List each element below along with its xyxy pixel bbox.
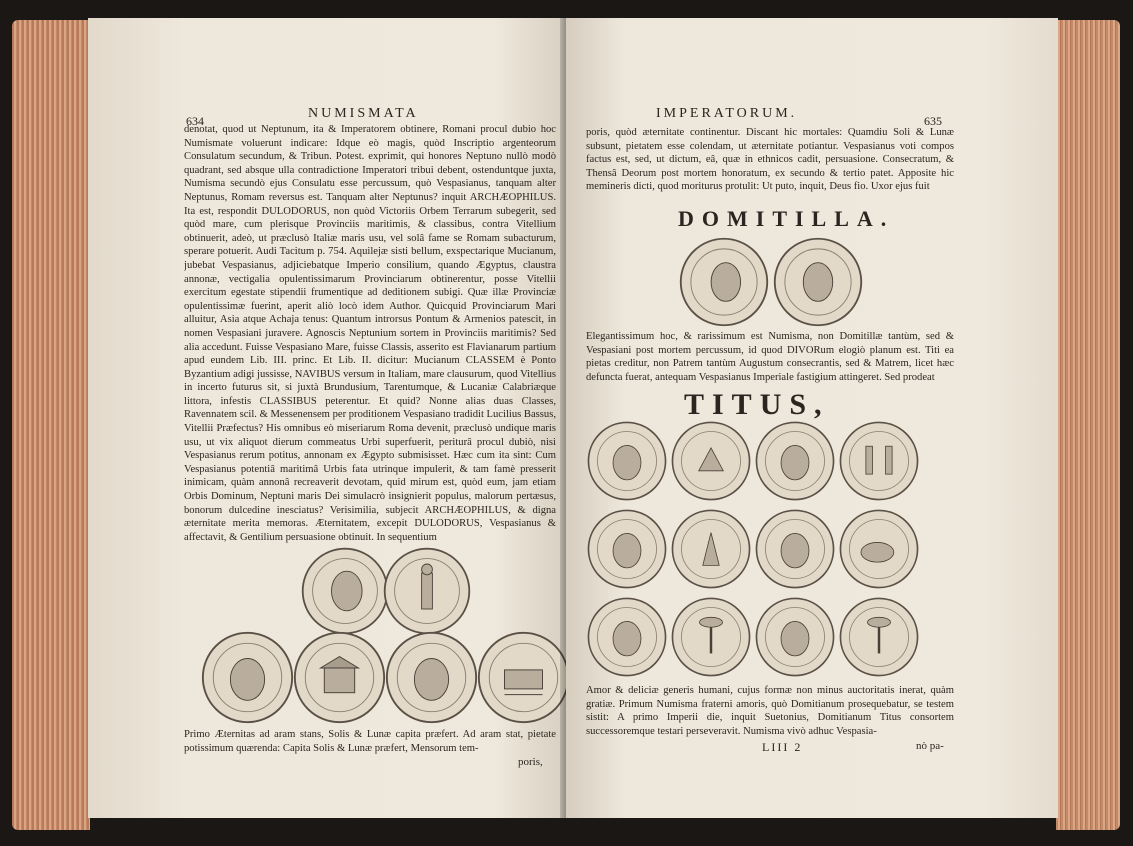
coin-domitilla-obverse [678,236,770,328]
page-edges-right [1056,20,1120,830]
coin-titus-9 [586,596,668,678]
coin-titus-10 [670,596,752,678]
coin-titus-8 [838,508,920,590]
right-page-number: 635 [924,114,942,128]
left-page-number: 634 [186,114,204,128]
left-caption: Primo Æternitas ad aram stans, Solis & Lunæ capita præfert. Ad aram stat, pietate potissimum quærenda: Capita Solis & Lunæ præfert, Mensorum tem- [184,729,556,754]
left-catchword: poris, [518,756,543,768]
signature-mark: LIII 2 [762,740,803,754]
coin-vespasian-head [300,546,390,636]
coin-titus-1 [586,420,668,502]
right-body-text: poris, quòd æternitate continentur. Discant hic mortales: Quamdiu Soli & Lunæ subsunt, pietatem esse colendam, ut æternitate potiantur. Vespasianus voti compos factus est, sed, ut dictum, eâ, quæ in ethnicos cadit, persuasione. Consecratum, & Thensâ Deorum post mortem honoratum, ex secundo & tertio patet. Apposite hic memineris dicti, quod moriturus protulit: Ut puto, inquit, Deus fio. Uxor ejus fuit [586,127,954,193]
coin-titus-6 [670,508,752,590]
left-page [88,18,566,818]
coin-ex-sc-chariot [476,630,566,725]
right-middle-text: Elegantissimum hoc, & rarissimum est Numisma, non Domitillæ tantùm, sed & Vespasiani post mortem percussum, id quod DIVORum elogiò planum est. Titi ea pietas creditur, non Patrem tantùm Augustum consecrantis, sed & Matrem, licet hæc defuncta fuerat, antequam Vespasianus Imperiale fastigium attingeret. Sed prodeat [586,331,954,383]
coin-titus-5 [586,508,668,590]
coin-titus-2 [670,420,752,502]
coin-domitilla-reverse [772,236,864,328]
coin-divo-vespasiano [200,630,295,725]
right-page [566,18,1058,818]
right-running-head: IMPERATORUM. [656,106,798,121]
left-running-head: NUMISMATA [308,106,419,121]
coin-titus-11 [754,596,836,678]
coin-divus-augustus [384,630,479,725]
coin-titus-4 [838,420,920,502]
coin-aeternitas [382,546,472,636]
coin-titus-7 [754,508,836,590]
section-title-titus: TITUS, [684,388,830,421]
right-closing-text: Amor & deliciæ generis humani, cujus formæ non minus auctoritatis inerat, quàm gratiæ. Primum Numisma fraterni amoris, quò Domitianum prosequebatur, se testem sistit: A primo Imperii die, inquit Suetonius, Domitianum Titus consortem successoremque testari perseveravit. Numisma vivò adhuc Vespasia- [586,685,954,737]
page-edges-left [12,20,90,830]
coin-consecratio [292,630,387,725]
coin-titus-3 [754,420,836,502]
section-title-domitilla: DOMITILLA. [678,206,895,231]
left-body-text: denotat, quod ut Neptunum, ita & Imperatorem obtinere, Romani procul dubio hoc Numismate voluerunt indicare: Idque eò magis, quòd Inscriptio argenteorum Consulatum secundum, & Tribun. Potest. exprimit, qui honores Neptuno nullò modò quadrant, sed absque ulla contradictione Imperatori tribui debent, ostenduntque juxta, Numisma secundò ejus Consulatu esse percussum, quò Vespasianus, tanquam alter Neptunus, Romam reversus est. Tanquam alter Neptunus? inquit ARCHÆOPHILUS. Ita est, respondit DULODORUS, non quòd Victoriis Orbem Terrarum subegerit, sed quòd mare, cum plerisque Provinciis maritimis, & classibus, contra Vitellium obtinuerit, adeò, ut præclusò Italiæ maris usu, vel solâ fame se Romam subacturum, sperare potuerit. Audi Tacitum p. 754. Aquilejæ sisti bellum, exspectarique Mucianum, jubebat Vespasianus, adjiciebatque Imperio consilium, quando Ægyptus, claustra annonæ, vectigalia opulentissimarum Provinciarum obtinerentur, posse Vitellii exercitum egestate stipendii frumentique ad deditionem subigi. Quæ illæ Provinciæ opulentissimæ fuerint, aperit aliò locò idem Author. Quicquid Provinciarum Mari alluitur, Asia atque Achaja tenus: Quantum introrsus Pontum & Armenios patescit, in nomen Vespasiani juravere. Agnoscis Neptunium sortem in Provinciis maritimis? Sed alia accedunt. Fuisse Vespasiano Mare, fuisse Classis, asserito est Flavianarum partium apud eundem Lib. III. princ. Et Lib. II. dicitur: Mucianum CLASSEM è Ponto Byzantium adigi jussisse, NAVIBUS versum in Italiam, mare clausurum, quod Vitellius in incerto futurus sit, si juxtà Brundusium, Tarentumque, & Lucaniæ Calabriæque littora, infestis CLASSIBUS peterentur. Et quid? Nonne alias duas Classes, Ravennatem scil. & Messenensem per proditionem Vespasiano tradidit Lucilius Bassus, Vitellii Præfectus? His omnibus eò miseriarum Roma devenit, præclusò undique maris usu, ut vix aliquot dierum commeatus Urbi superfuerit, periturâ procul dubiò, nisi Vespasianus rerum potitus, annonam ex Ægypto submisisset. Hæc cum ita sint: Cum Vespasianus potentiâ maritimâ Urbis fata utrinque impulerit, & tam famè presserit inimicam, quàm annonâ recreaverit devotam, quid mirum est, quòd eum, jam etiam Orbis Dominum, Neptuni maris Dei simulacrò insignierit populus, malorum pertæsus, bonorum dulcedine inesciatus? Verisimilia, subjecit ARCHÆOPHILUS, & digna æternitate merita memoras. Æternitatem, excepit DULODORUS, Vespasianus & affectavit, & Gentilium persuasione obtinuit. In sequentium [184,124,556,543]
right-catchword: nò pa- [916,740,944,752]
coin-titus-12 [838,596,920,678]
open-book [12,10,1120,836]
